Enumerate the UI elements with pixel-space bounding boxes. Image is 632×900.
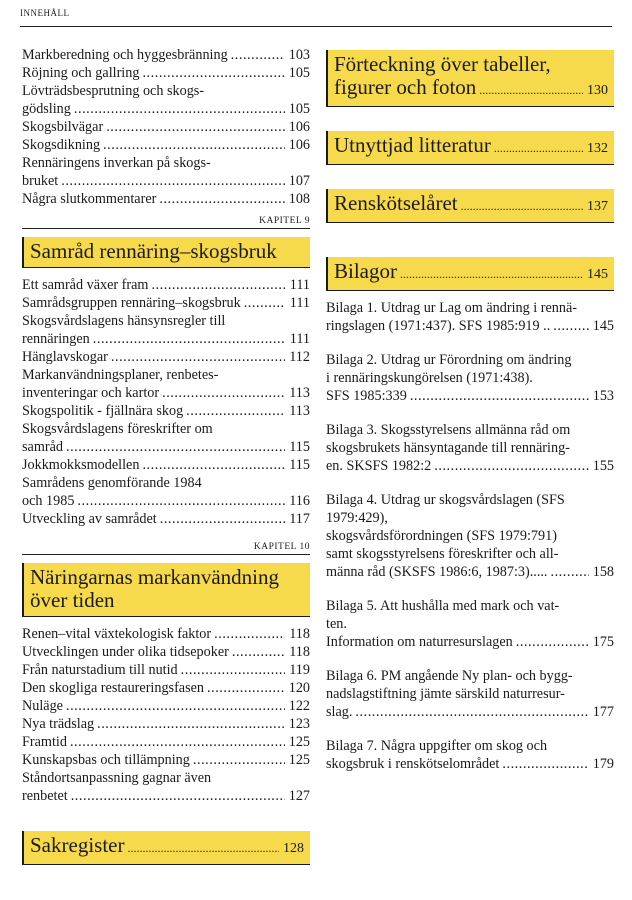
entry-text: Framtid [22,734,67,750]
toc-entry[interactable] [22,643,310,661]
page-number: 103 [288,47,310,63]
entry-text: Skogspolitik - fjällnära skog [22,403,184,419]
toc-entry[interactable] [22,312,310,348]
page-number: 125 [288,752,310,768]
chapter-10-rule [22,554,310,555]
sakregister-title: Sakregister [30,833,125,857]
entry-text: Från naturstadium till nutid [22,662,178,678]
page-number: 112 [289,349,310,365]
page-number: 113 [289,403,310,419]
entry-text: Den skogliga restaureringsfasen [22,680,205,696]
bilagor-title: Bilagor [334,259,397,283]
chapter-10-title-line-2: över tiden [30,588,115,612]
toc-entry[interactable] [22,366,310,402]
entry-text: skogsbruk i renskötselområdet [326,756,500,772]
dot-leader [231,46,285,64]
page-number: 120 [288,680,310,696]
dot-leader [186,402,285,420]
chapter-10-title-box[interactable] [22,563,310,617]
page-number: 111 [289,295,310,311]
entry-text: Bilaga 2. Utdrag ur Förordning om ändring [326,352,572,368]
entry-text: Utveckling av samrådet [22,511,157,527]
entry-text: ten. [326,616,347,632]
dot-leader [103,136,285,154]
dot-leader [127,837,279,860]
entry-text: Samrådsgruppen rennäring–skogsbruk [22,295,241,311]
chapter-10-entry-list [22,625,310,805]
forteckning-box[interactable] [326,50,614,107]
chapter-10-title-line-1: Näringarnas markanvändning [30,565,279,589]
page-number: 177 [592,704,614,720]
dot-leader [160,510,285,528]
entry-text: Jokkmokksmodellen [22,457,140,473]
entry-text: Bilaga 4. Utdrag ur skogsvårdslagen (SFS [326,492,565,508]
entry-text: männa råd (SKSFS 1986:6, 1987:3)..... [326,564,548,580]
forteckning-page: 130 [587,83,608,98]
entry-text: och 1985 [22,493,75,509]
toc-entry[interactable] [22,154,310,190]
dot-leader [142,64,285,82]
entry-text: skogsvårdsförordningen (SFS 1979:791) [326,528,557,544]
entry-text: Ett samråd växer fram [22,277,149,293]
toc-entry[interactable] [22,474,310,510]
entry-text: Bilaga 7. Några uppgifter om skog och [326,738,548,754]
renskotselaret-box[interactable] [326,189,614,223]
litteratur-title: Utnyttjad litteratur [334,133,491,157]
entry-text: inventeringar och kartor [22,385,160,401]
dot-leader [151,276,285,294]
entry-text: renbetet [22,788,68,804]
toc-entry[interactable] [22,64,310,82]
toc-entry[interactable] [22,751,310,769]
entry-text: Några slutkommentarer [22,191,157,207]
litteratur-box[interactable] [326,131,614,165]
dot-leader [181,661,285,679]
dot-leader [61,172,285,190]
entry-text: Renen–vital växtekologisk faktor [22,626,212,642]
litteratur-page: 132 [587,141,608,156]
dot-leader [244,294,285,312]
entry-text: Nya trädslag [22,716,95,732]
dot-leader [193,751,285,769]
page-number: 127 [288,788,310,804]
chapter-9-entry-list [22,276,310,528]
intro-entry-list [22,46,310,208]
bilaga-list [326,299,614,773]
entry-text: Kunskapsbas och tillämpning [22,752,190,768]
entry-text: Utvecklingen under olika tidsepoker [22,644,229,660]
page-number: 123 [288,716,310,732]
entry-text: skogsbrukets hänsyntagande till rennäring- [326,440,570,456]
entry-text: Rennäringens inverkan på skogs- [22,155,211,171]
entry-text: en. SKSFS 1982:2 [326,458,432,474]
page-number: 145 [592,318,614,334]
entry-text: Bilaga 6. PM angående Ny plan- och bygg- [326,668,573,684]
page-number: 106 [288,137,310,153]
dot-leader [71,787,285,805]
page-number: 158 [592,564,614,580]
dot-leader [97,715,285,733]
bilaga-item[interactable] [326,597,614,651]
toc-entry[interactable] [22,679,310,697]
entry-text: rennäringen [22,331,90,347]
toc-entry[interactable] [22,276,310,294]
entry-text: samt skogsstyrelsens föreskrifter och all- [326,546,559,562]
entry-text: i rennäringskungörelsen (1971:438). [326,370,533,386]
dot-leader [553,317,589,335]
page-number: 153 [592,388,614,404]
entry-text: ringslagen (1971:437). SFS 1985:919 .. [326,318,551,334]
toc-entry[interactable] [22,715,310,733]
page-number: 115 [289,439,310,455]
dot-leader [159,190,285,208]
entry-text: Information om naturresurslagen [326,634,513,650]
dot-leader [106,118,285,136]
toc-entry[interactable] [22,510,310,528]
page-number: 125 [288,734,310,750]
dot-leader [434,457,589,475]
dot-leader [77,492,285,510]
dot-leader [74,100,285,118]
toc-entry[interactable] [22,294,310,312]
dot-leader [66,697,285,715]
dot-leader [479,79,583,102]
left-column [22,46,310,873]
page-number: 175 [592,634,614,650]
page-number: 107 [288,173,310,189]
forteckning-title-line-1: Förteckning över tabeller, [334,52,551,76]
dot-leader [66,438,285,456]
entry-text: Skogsbilvägar [22,119,104,135]
page-number: 122 [288,698,310,714]
dot-leader [502,755,589,773]
dot-leader [410,387,589,405]
toc-entry[interactable] [22,456,310,474]
forteckning-title-line-2: figurer och foton [334,75,477,99]
dot-leader [461,195,583,218]
entry-text: bruket [22,173,59,189]
page-number: 118 [289,644,310,660]
dot-leader [494,137,583,160]
toc-entry[interactable] [22,625,310,643]
entry-text: Hänglavskogar [22,349,108,365]
entry-text: Lövträdsbesprutning och skogs- [22,83,205,99]
bilagor-box[interactable] [326,257,614,291]
toc-entry[interactable] [22,697,310,715]
page-number: 108 [288,191,310,207]
renskotselaret-title: Renskötselåret [334,191,458,215]
page-number: 111 [289,331,310,347]
page-number: 113 [289,385,310,401]
dot-leader [232,643,285,661]
sakregister-box[interactable] [22,831,310,865]
right-column [326,46,614,789]
entry-text: slag. [326,704,353,720]
page-number: 106 [288,119,310,135]
header-rule [20,26,612,27]
entry-text: SFS 1985:339 [326,388,407,404]
dot-leader [93,330,285,348]
entry-text: Röjning och gallring [22,65,140,81]
page-number: 111 [289,277,310,293]
entry-text: Samrådens genomförande 1984 [22,475,202,491]
dot-leader [111,348,285,366]
entry-text: 1979:429), [326,510,388,526]
entry-text: Skogsdikning [22,137,101,153]
page-number: 115 [289,457,310,473]
page-number: 105 [288,65,310,81]
bilaga-item[interactable] [326,491,614,581]
dot-leader [400,263,583,286]
entry-text: Bilaga 1. Utdrag ur Lag om ändring i rennä- [326,300,577,316]
dot-leader [550,563,589,581]
chapter-9-rule [22,228,310,229]
toc-entry[interactable] [22,733,310,751]
entry-text: samråd [22,439,63,455]
entry-text: Skogsvårdslagens hänsynsregler till [22,313,226,329]
entry-text: Markberedning och hyggesbränning [22,47,228,63]
chapter-9-title: Samråd rennäring–skogsbruk [30,239,277,263]
page-number: 116 [289,493,310,509]
bilaga-item[interactable] [326,737,614,773]
sakregister-page: 128 [283,841,304,856]
toc-entry[interactable] [22,46,310,64]
toc-entry[interactable] [22,402,310,420]
chapter-9-label: KAPITEL 9 [259,216,310,226]
toc-entry[interactable] [22,769,310,805]
bilaga-item[interactable] [326,351,614,405]
toc-entry[interactable] [22,118,310,136]
entry-text: Skogsvårdslagens föreskrifter om [22,421,213,437]
page-number: 119 [289,662,310,678]
bilaga-item[interactable] [326,421,614,475]
dot-leader [162,384,285,402]
toc-entry[interactable] [22,82,310,118]
page-number: 118 [289,626,310,642]
entry-text: Markanvändningsplaner, renbetes- [22,367,219,383]
toc-entry[interactable] [22,190,310,208]
entry-text: Bilaga 3. Skogsstyrelsens allmänna råd om [326,422,571,438]
page-number: 179 [592,756,614,772]
chapter-10-label: KAPITEL 10 [253,542,310,552]
toc-entry[interactable] [22,661,310,679]
entry-text: Nuläge [22,698,63,714]
dot-leader [142,456,285,474]
page-number: 105 [288,101,310,117]
dot-leader [214,625,285,643]
dot-leader [516,633,589,651]
dot-leader [70,733,285,751]
entry-text: Ståndortsanpassning gagnar även [22,770,212,786]
entry-text: nadslagstiftning jämte särskild naturresur- [326,686,565,702]
page-number: 117 [289,511,310,527]
toc-entry[interactable] [22,136,310,154]
entry-text: gödsling [22,101,71,117]
renskotselaret-page: 137 [587,199,608,214]
bilaga-item[interactable] [326,299,614,335]
bilagor-page: 145 [587,267,608,282]
toc-entry[interactable] [22,348,310,366]
dot-leader [355,703,589,721]
entry-text: Bilaga 5. Att hushålla med mark och vat- [326,598,560,614]
toc-entry[interactable] [22,420,310,456]
dot-leader [207,679,285,697]
running-header: INNEHÅLL [20,8,70,18]
chapter-9-title-box[interactable] [22,237,310,268]
bilaga-item[interactable] [326,667,614,721]
page-number: 155 [592,458,614,474]
